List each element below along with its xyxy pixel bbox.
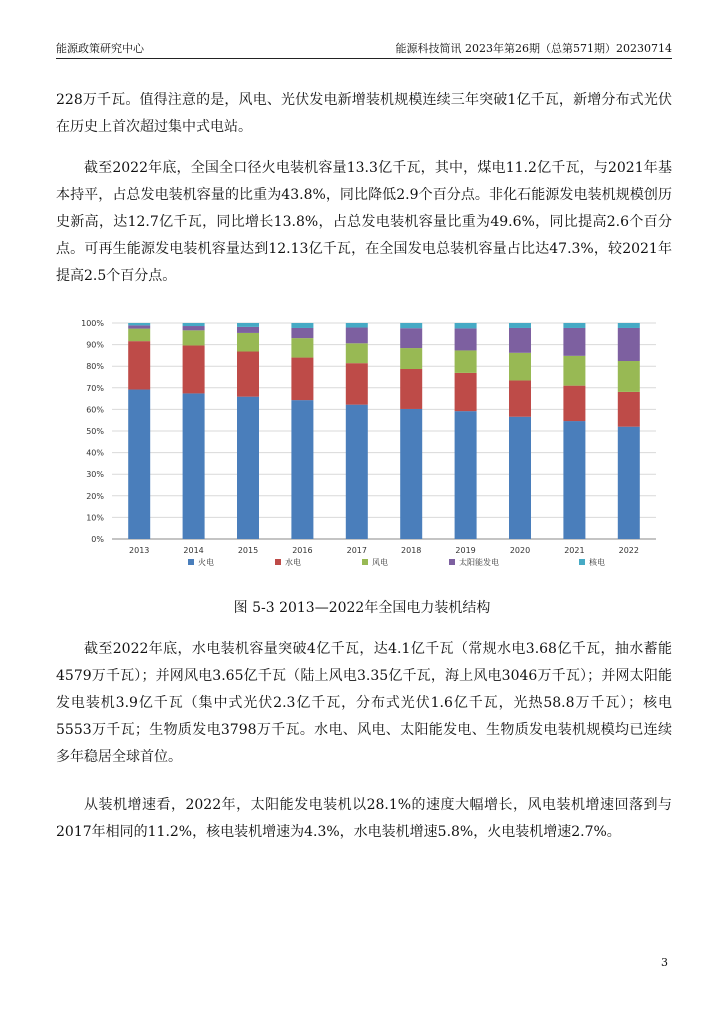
y-tick-label: 20% [86,491,104,501]
bar-segment [618,427,640,539]
legend-label: 核电 [589,558,605,567]
bar-segment [128,341,150,389]
bar-segment [128,323,150,325]
y-tick-label: 80% [86,362,104,372]
bar-segment [618,392,640,427]
stacked-bar-chart [60,308,672,583]
legend-label: 太阳能发电 [459,558,499,567]
bar-segment [509,323,531,328]
legend-label: 风电 [372,558,388,567]
bar-segment [128,329,150,342]
y-tick-label: 70% [86,383,104,393]
bar-segment [563,356,585,386]
y-tick-label: 100% [81,319,104,328]
bar-segment [237,327,259,333]
bar-segment [509,417,531,539]
bar-segment [563,421,585,539]
paragraph-2: 截至2022年底，全国全口径火电装机容量13.3亿千瓦，其中，煤电11.2亿千瓦，与2021年基本持平，占总发电装机容量的比重为43.8%，同比降低2.9个百分点。非化石能源发电装机规模创历史新高，达12.7亿千瓦，同比增长13.8%，占总发电装机容量比重为49.6%，同比提高2.6个百分点。可再生能源发电装机容量达到12.13亿千瓦，在全国发电总装机容量占比达47.3%，较2021年提高2.5个百分点。 [56,160,672,284]
y-tick-label: 30% [86,470,104,480]
bar-segment [400,369,422,409]
bar-segment [509,380,531,416]
legend-swatch [275,559,281,565]
bar-segment [400,328,422,348]
y-tick-label: 60% [86,405,104,415]
bar-segment [455,411,477,539]
bar-segment [618,361,640,392]
bar-segment [128,325,150,328]
legend-swatch [188,559,194,565]
bar-segment [346,343,368,363]
header-issue: 能源科技简讯 2023年第26期（总第571期）20230714 [395,42,672,55]
x-tick-label: 2014 [183,546,204,555]
bar-segment [291,328,313,338]
bar-segment [237,323,259,327]
page-header [56,38,672,59]
legend-swatch [449,559,455,565]
y-tick-label: 90% [86,340,104,350]
paragraph-1: 228万千瓦。值得注意的是，风电、光伏发电新增装机规模连续三年突破1亿千瓦，新增分布式光伏在历史上首次超过集中式电站。 [56,92,672,135]
legend-label: 火电 [198,558,214,567]
x-tick-label: 2015 [237,546,259,555]
x-tick-label: 2022 [618,546,639,555]
bar-segment [400,323,422,328]
bar-segment [400,348,422,369]
bar-segment [346,323,368,328]
bar-segment [618,323,640,328]
bar-segment [455,350,477,372]
y-tick-label: 50% [86,427,104,436]
bar-segment [237,352,259,397]
bar-segment [291,323,313,328]
bar-segment [455,328,477,350]
bar-segment [455,373,477,411]
bar-segment [509,328,531,353]
paragraph-3: 截至2022年底，水电装机容量突破4亿千瓦，达4.1亿千瓦（常规水电3.68亿千瓦，抽水蓄能4579万千瓦）；并网风电3.65亿千瓦（陆上风电3.35亿千瓦，海上风电3046万千瓦）；并网太阳能发电装机3.9亿千瓦（集中式光伏2.3亿千瓦，分布式光伏1.6亿千瓦，光热58.8万千瓦）；核电5553万千瓦；生物质发电3798万千瓦。水电、风电、太阳能发电、生物质发电装机规模均已连续多年稳居全球首位。 [56,641,672,765]
bar-segment [183,326,205,330]
y-tick-label: 10% [86,513,104,523]
bar-segment [400,409,422,539]
bar-segment [128,390,150,539]
x-tick-label: 2017 [346,546,367,555]
bar-segment [291,358,313,401]
y-tick-label: 0% [91,535,104,544]
x-tick-label: 2020 [509,546,531,555]
x-tick-label: 2016 [292,546,313,555]
bar-segment [237,397,259,539]
bar-segment [346,328,368,344]
bar-segment [563,323,585,328]
bar-segment [346,363,368,404]
bar-segment [509,353,531,381]
bar-segment [183,323,205,326]
legend-label: 水电 [285,558,301,567]
x-tick-label: 2021 [564,546,585,555]
bar-segment [291,400,313,539]
bar-segment [183,330,205,345]
bar-segment [291,338,313,357]
y-tick-label: 40% [86,448,104,458]
bar-segment [183,393,205,539]
bar-segment [346,405,368,539]
bar-segment [618,328,640,361]
x-tick-label: 2019 [455,546,476,555]
bar-segment [563,386,585,421]
paragraph-4: 从装机增速看，2022年，太阳能发电装机以28.1%的速度大幅增长，风电装机增速回落到与2017年相同的11.2%，核电装机增速为4.3%，水电装机增速5.8%，火电装机增速2.7%。 [56,797,672,840]
bar-segment [563,328,585,356]
x-tick-label: 2013 [129,546,150,555]
header-org: 能源政策研究中心 [56,42,144,55]
legend-swatch [362,559,368,565]
x-tick-label: 2018 [401,546,422,555]
bar-segment [237,333,259,352]
installed-capacity-chart [60,308,672,583]
figure-caption: 图 5-3 2013—2022年全国电力装机结构 [233,600,491,616]
bar-segment [455,323,477,328]
legend-swatch [579,559,585,565]
bar-segment [183,345,205,393]
page-number: 3 [661,956,668,969]
